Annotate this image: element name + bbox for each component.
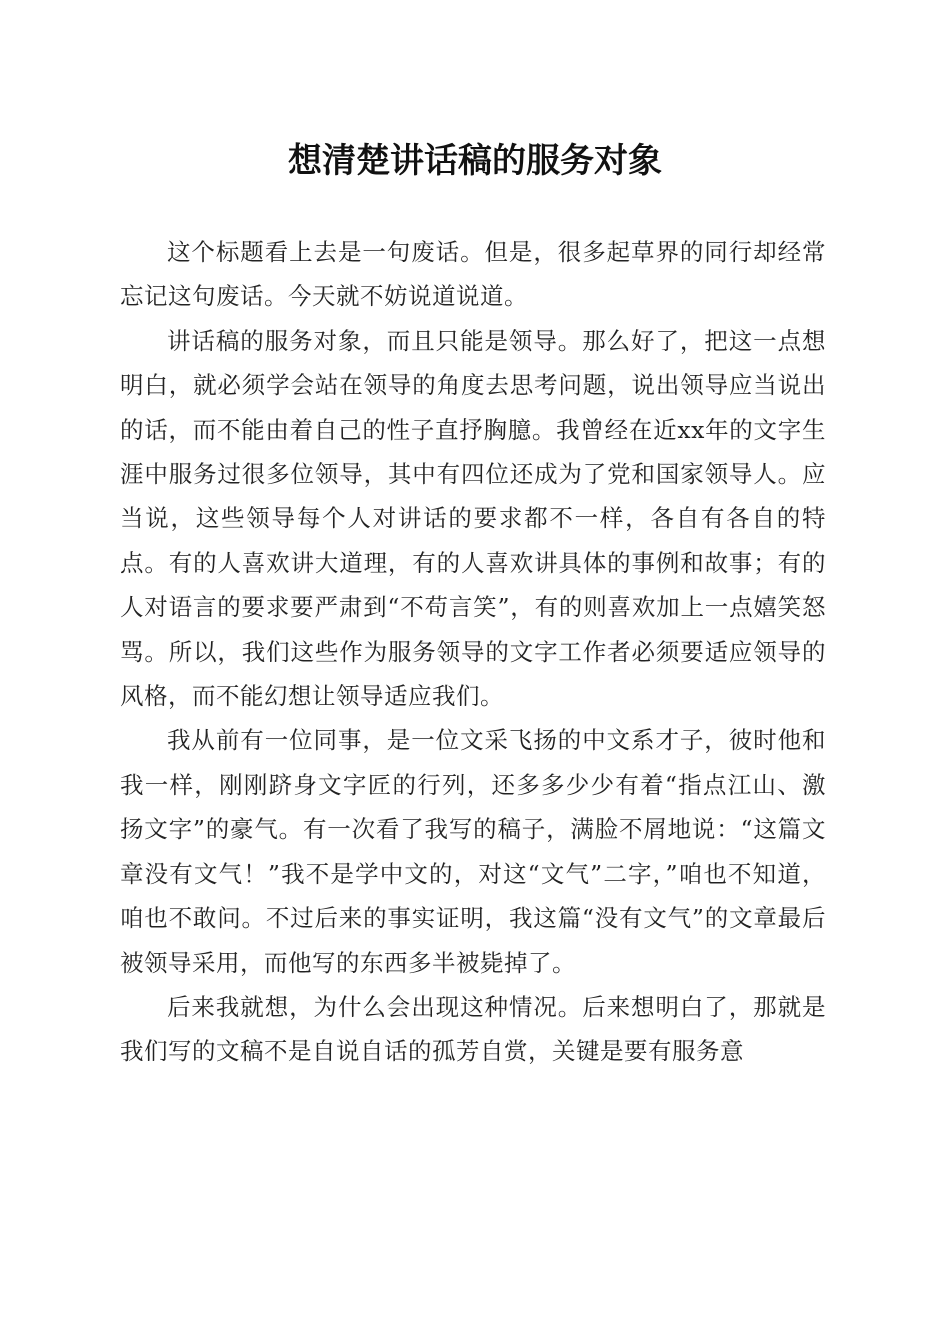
- document-body: [120, 230, 826, 1074]
- paragraph-3: 我从前有一位同事，是一位文采飞扬的中文系才子，彼时他和我一样，刚刚跻身文字匠的行列，还多多少少有着“指点江山、激扬文字”的豪气。有一次看了我写的稿子，满脸不屑地说：“这篇文章没有文气！”我不是学中文的，对这“文气”二字，”咱也不知道，咱也不敢问。不过后来的事实证明，我这篇“没有文气”的文章最后被领导采用，而他写的东西多半被毙掉了。: [120, 726, 826, 977]
- paragraph-2: 讲话稿的服务对象，而且只能是领导。那么好了，把这一点想明白，就必须学会站在领导的角度去思考问题，说出领导应当说出的话，而不能由着自己的性子直抒胸臆。我曾经在近xx年的文字生涯中服务过很多位领导，其中有四位还成为了党和国家领导人。应当说，这些领导每个人对讲话的要求都不一样，各自有各自的特点。有的人喜欢讲大道理，有的人喜欢讲具体的事例和故事；有的人对语言的要求要严肃到“不苟言笑”，有的则喜欢加上一点嬉笑怒骂。所以，我们这些作为服务领导的文字工作者必须要适应领导的风格，而不能幻想让领导适应我们。: [120, 326, 826, 711]
- document-title: 想清楚讲话稿的服务对象: [288, 141, 662, 181]
- paragraph-1: 这个标题看上去是一句废话。但是，很多起草界的同行却经常忘记这句废话。今天就不妨说道说道。: [120, 238, 826, 311]
- paragraph-4: 后来我就想，为什么会出现这种情况。后来想明白了，那就是我们写的文稿不是自说自话的孤芳自赏，关键是要有服务意: [120, 992, 826, 1066]
